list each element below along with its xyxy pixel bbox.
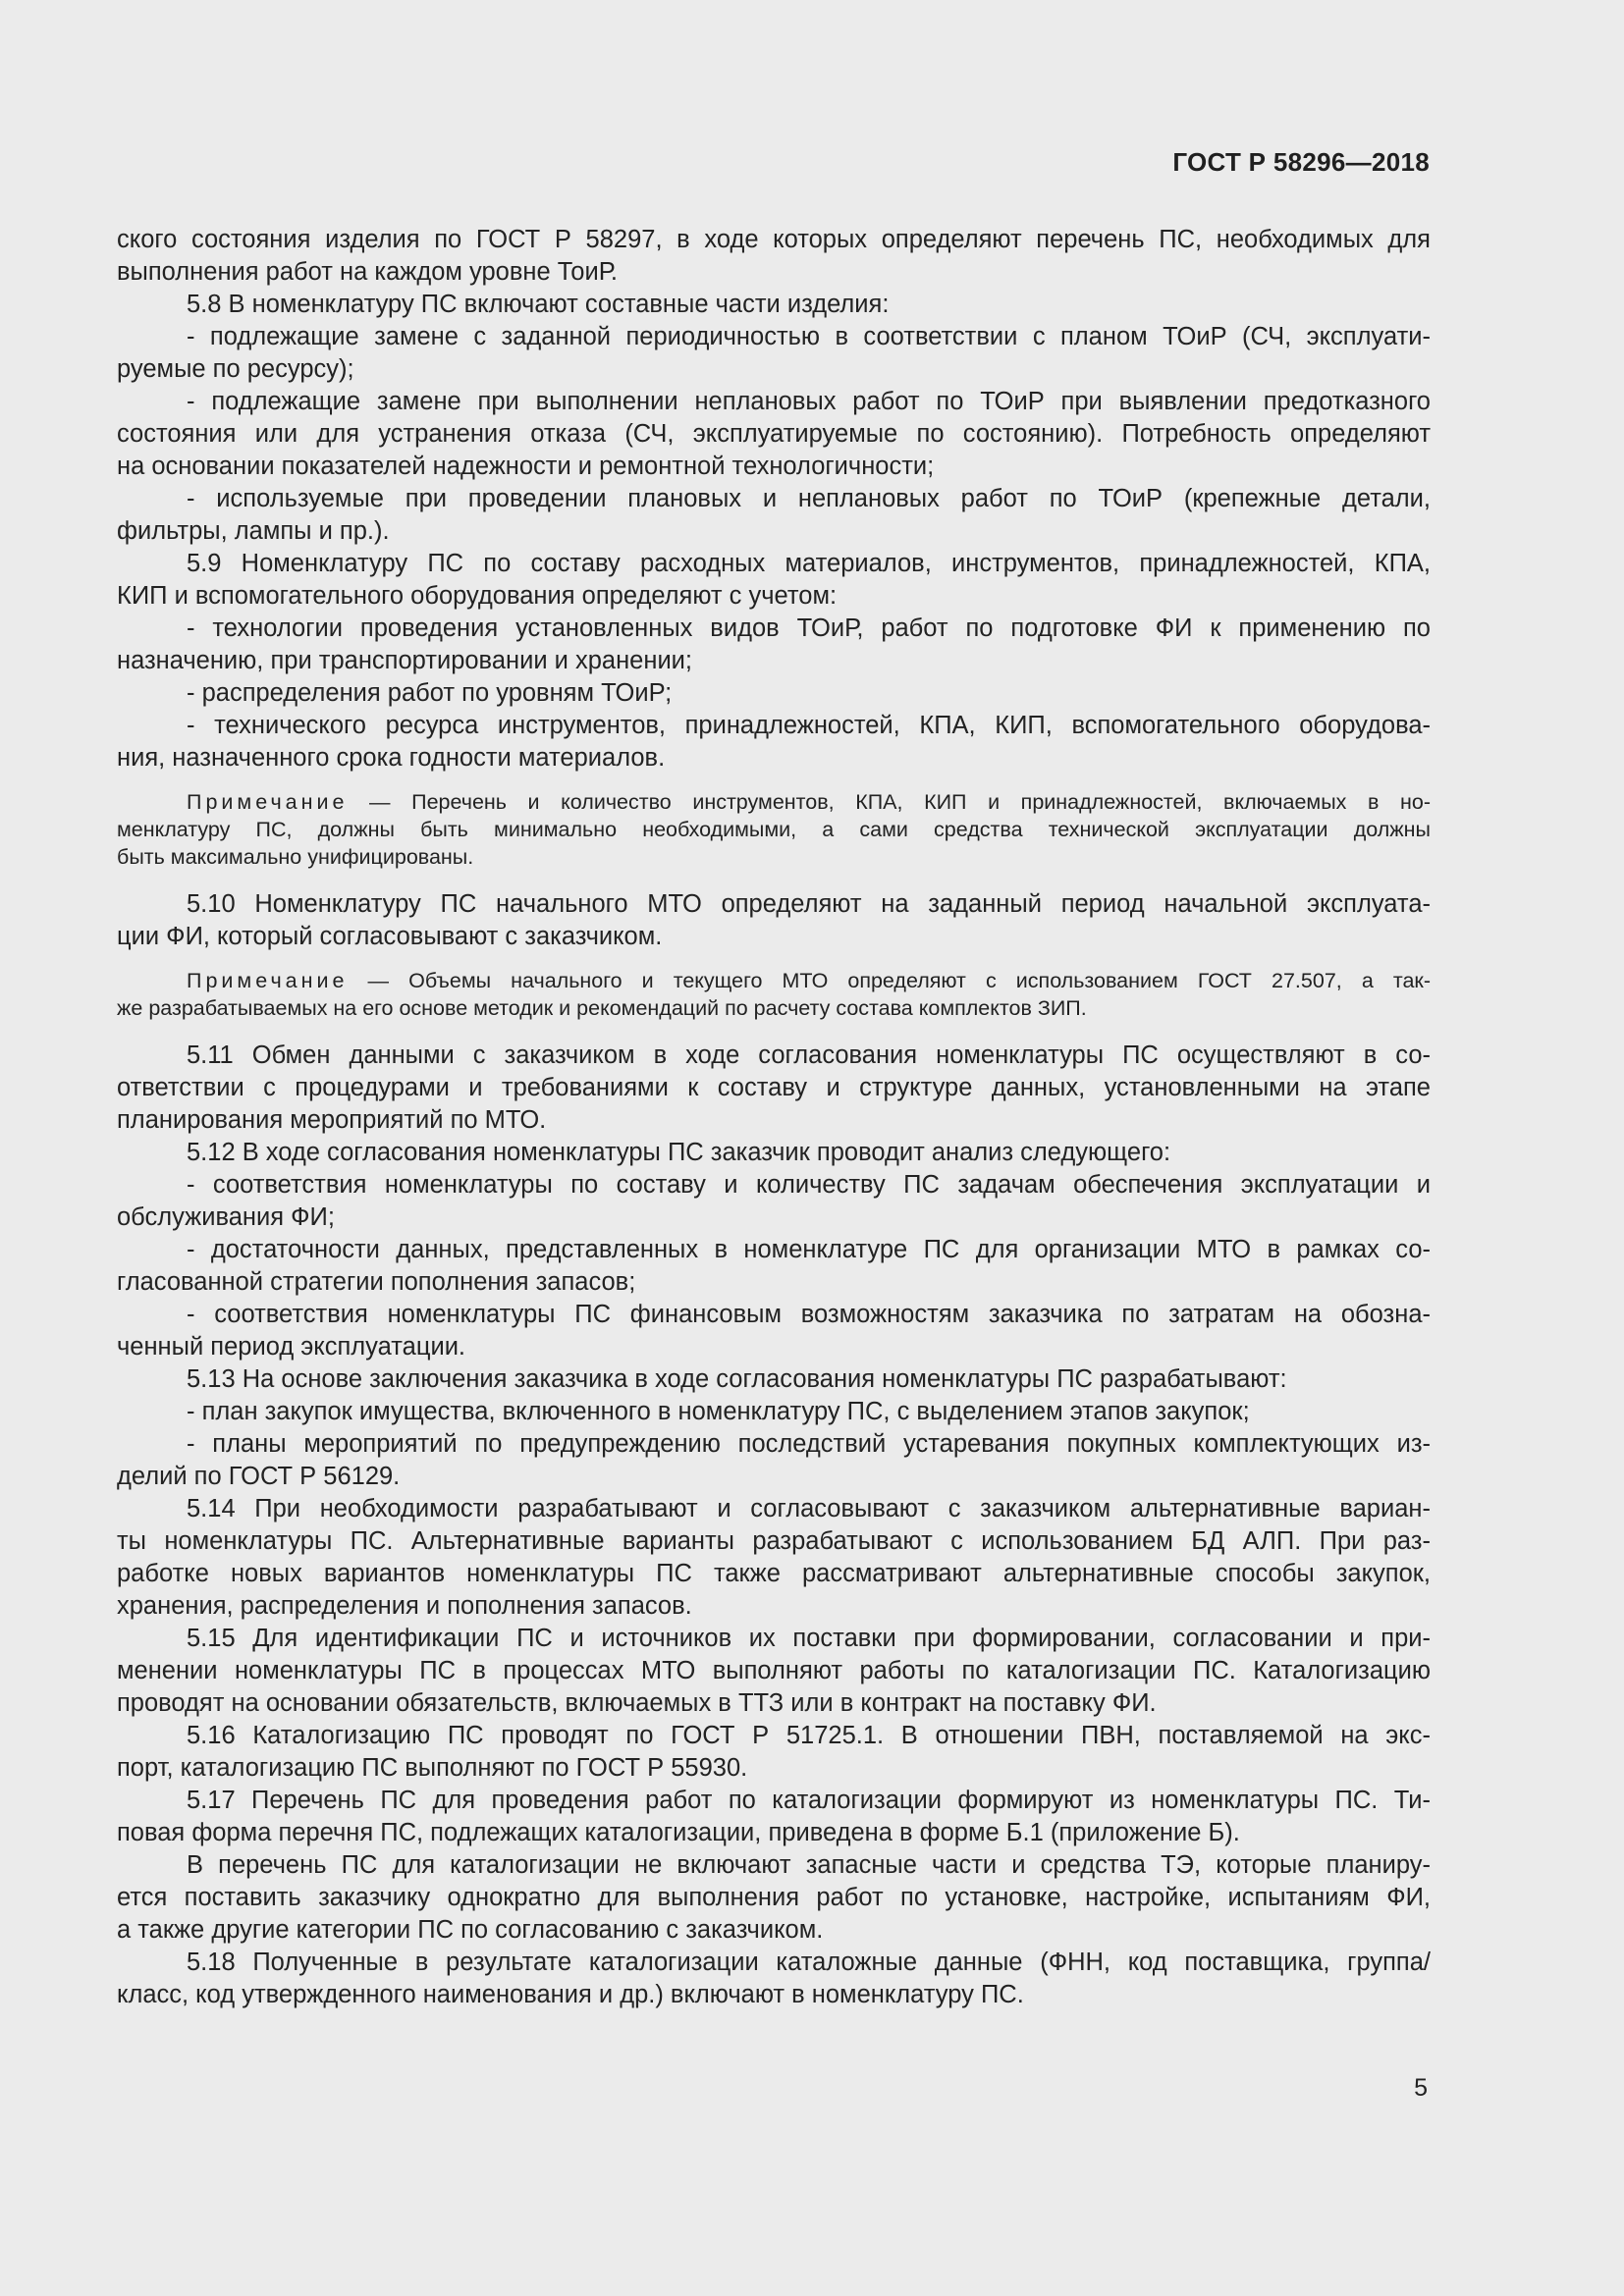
- text-line: гласованной стратегии пополнения запасов;: [117, 1268, 636, 1296]
- text-line: ния, назначенного срока годности материалов.: [117, 744, 666, 772]
- body-text: [117, 224, 1431, 2011]
- text-line: ответствии с процедурами и требованиями к составу и структуре данных, установленными на этапе: [117, 1074, 1431, 1101]
- clause-5-15: 5.15 Для идентификации ПС и источников их поставки при формировании, согласовании и при-: [187, 1625, 1431, 1652]
- note-2: Примечание — Объемы начального и текущего МТО определяют с использованием ГОСТ 27.507, а так-: [187, 969, 1431, 992]
- note-line: же разрабатываемых на его основе методик и рекомендаций по расчету состава комплектов ЗИП.: [117, 996, 1087, 1020]
- list-item: - соответствия номенклатуры ПС финансовым возможностям заказчика по затратам на обозна-: [187, 1301, 1431, 1328]
- text-line: повая форма перечня ПС, подлежащих каталогизации, приведена в форме Б.1 (приложение Б).: [117, 1819, 1240, 1846]
- note-1: Примечание — Перечень и количество инструментов, КПА, КИП и принадлежностей, включаемых в но-: [187, 790, 1431, 814]
- text-line: КИП и вспомогательного оборудования определяют с учетом:: [117, 582, 838, 610]
- text-line: назначению, при транспортировании и хранении;: [117, 647, 693, 674]
- text-line: состояния или для устранения отказа (СЧ, эксплуатируемые по состоянию). Потребность определяют: [117, 420, 1431, 448]
- page-number: 5: [1414, 2074, 1428, 2102]
- text-line: менении номенклатуры ПС в процессах МТО выполняют работы по каталогизации ПС. Каталогизацию: [117, 1657, 1431, 1684]
- text-line: выполнения работ на каждом уровне ТоиР.: [117, 258, 619, 286]
- clause-5-13: 5.13 На основе заключения заказчика в ходе согласования номенклатуры ПС разрабатывают:: [187, 1365, 1287, 1393]
- text-line: порт, каталогизацию ПС выполняют по ГОСТ Р 55930.: [117, 1754, 748, 1782]
- list-item: - соответствия номенклатуры по составу и количеству ПС задачам обеспечения эксплуатации и: [187, 1171, 1431, 1199]
- list-item: - планы мероприятий по предупреждению последствий устаревания покупных комплектующих из-: [187, 1430, 1431, 1458]
- list-item: - план закупок имущества, включенного в номенклатуру ПС, с выделением этапов закупок;: [187, 1398, 1250, 1425]
- clause-5-10: 5.10 Номенклатуру ПС начального МТО определяют на заданный период начальной эксплуата-: [187, 890, 1431, 918]
- text-line: ского состояния изделия по ГОСТ Р 58297, в ходе которых определяют перечень ПС, необходимых для: [117, 226, 1431, 253]
- note-label: Примечание: [187, 790, 349, 814]
- text-line: ты номенклатуры ПС. Альтернативные варианты разрабатывают с использованием БД АЛП. При раз-: [117, 1527, 1431, 1555]
- text-line: планирования мероприятий по МТО.: [117, 1106, 547, 1134]
- list-item: - достаточности данных, представленных в номенклатуре ПС для организации МТО в рамках со-: [187, 1236, 1431, 1263]
- text-line: делий по ГОСТ Р 56129.: [117, 1463, 401, 1490]
- text-line: класс, код утвержденного наименования и др.) включают в номенклатуру ПС.: [117, 1981, 1024, 2008]
- clause-5-17: 5.17 Перечень ПС для проведения работ по каталогизации формируют из номенклатуры ПС. Ти-: [187, 1787, 1431, 1814]
- clause-5-12: 5.12 В ходе согласования номенклатуры ПС заказчик проводит анализ следующего:: [187, 1139, 1171, 1166]
- list-item: - используемые при проведении плановых и неплановых работ по ТОиР (крепежные детали,: [187, 485, 1431, 512]
- note-label: Примечание: [187, 969, 349, 992]
- text-line: работке новых вариантов номенклатуры ПС также рассматривают альтернативные способы закупок,: [117, 1560, 1431, 1587]
- text-line: ции ФИ, который согласовывают с заказчиком.: [117, 923, 663, 950]
- note-line: быть максимально унифицированы.: [117, 845, 474, 869]
- clause-5-18: 5.18 Полученные в результате каталогизации каталожные данные (ФНН, код поставщика, группа/: [187, 1949, 1431, 1976]
- clause-5-14: 5.14 При необходимости разрабатывают и согласовывают с заказчиком альтернативные вариан-: [187, 1495, 1431, 1522]
- list-item: - технического ресурса инструментов, принадлежностей, КПА, КИП, вспомогательного оборудова-: [187, 712, 1431, 739]
- clause-5-16: 5.16 Каталогизацию ПС проводят по ГОСТ Р 51725.1. В отношении ПВН, поставляемой на экс-: [187, 1722, 1431, 1749]
- list-item: - распределения работ по уровням ТОиР;: [187, 679, 673, 707]
- note-line: менклатуру ПС, должны быть минимально необходимыми, а сами средства технической эксплуатации должны: [117, 818, 1431, 841]
- text-line: на основании показателей надежности и ремонтной технологичности;: [117, 453, 935, 480]
- clause-5-9: 5.9 Номенклатуру ПС по составу расходных материалов, инструментов, принадлежностей, КПА,: [187, 550, 1431, 577]
- text-line: а также другие категории ПС по согласованию с заказчиком.: [117, 1916, 824, 1944]
- list-item: - подлежащие замене с заданной периодичностью в соответствии с планом ТОиР (СЧ, эксплуати-: [187, 323, 1431, 350]
- text-line: ченный период эксплуатации.: [117, 1333, 466, 1361]
- text-line: хранения, распределения и пополнения запасов.: [117, 1592, 692, 1620]
- clause-5-8: 5.8 В номенклатуру ПС включают составные части изделия:: [187, 291, 890, 318]
- list-item: - подлежащие замене при выполнении неплановых работ по ТОиР при выявлении предотказного: [187, 388, 1431, 415]
- text-line: обслуживания ФИ;: [117, 1203, 335, 1231]
- document-code-header: ГОСТ Р 58296—2018: [1172, 147, 1430, 177]
- text-line: руемые по ресурсу);: [117, 355, 354, 383]
- clause-5-11: 5.11 Обмен данными с заказчиком в ходе согласования номенклатуры ПС осуществляют в со-: [187, 1041, 1431, 1069]
- paragraph-line: В перечень ПС для каталогизации не включают запасные части и средства ТЭ, которые планиру-: [187, 1851, 1431, 1879]
- list-item: - технологии проведения установленных видов ТОиР, работ по подготовке ФИ к применению по: [187, 614, 1431, 642]
- text-line: проводят на основании обязательств, включаемых в ТТЗ или в контракт на поставку ФИ.: [117, 1689, 1157, 1717]
- text-line: фильтры, лампы и пр.).: [117, 517, 390, 545]
- text-line: ется поставить заказчику однократно для выполнения работ по установке, настройке, испытаниям ФИ,: [117, 1884, 1431, 1911]
